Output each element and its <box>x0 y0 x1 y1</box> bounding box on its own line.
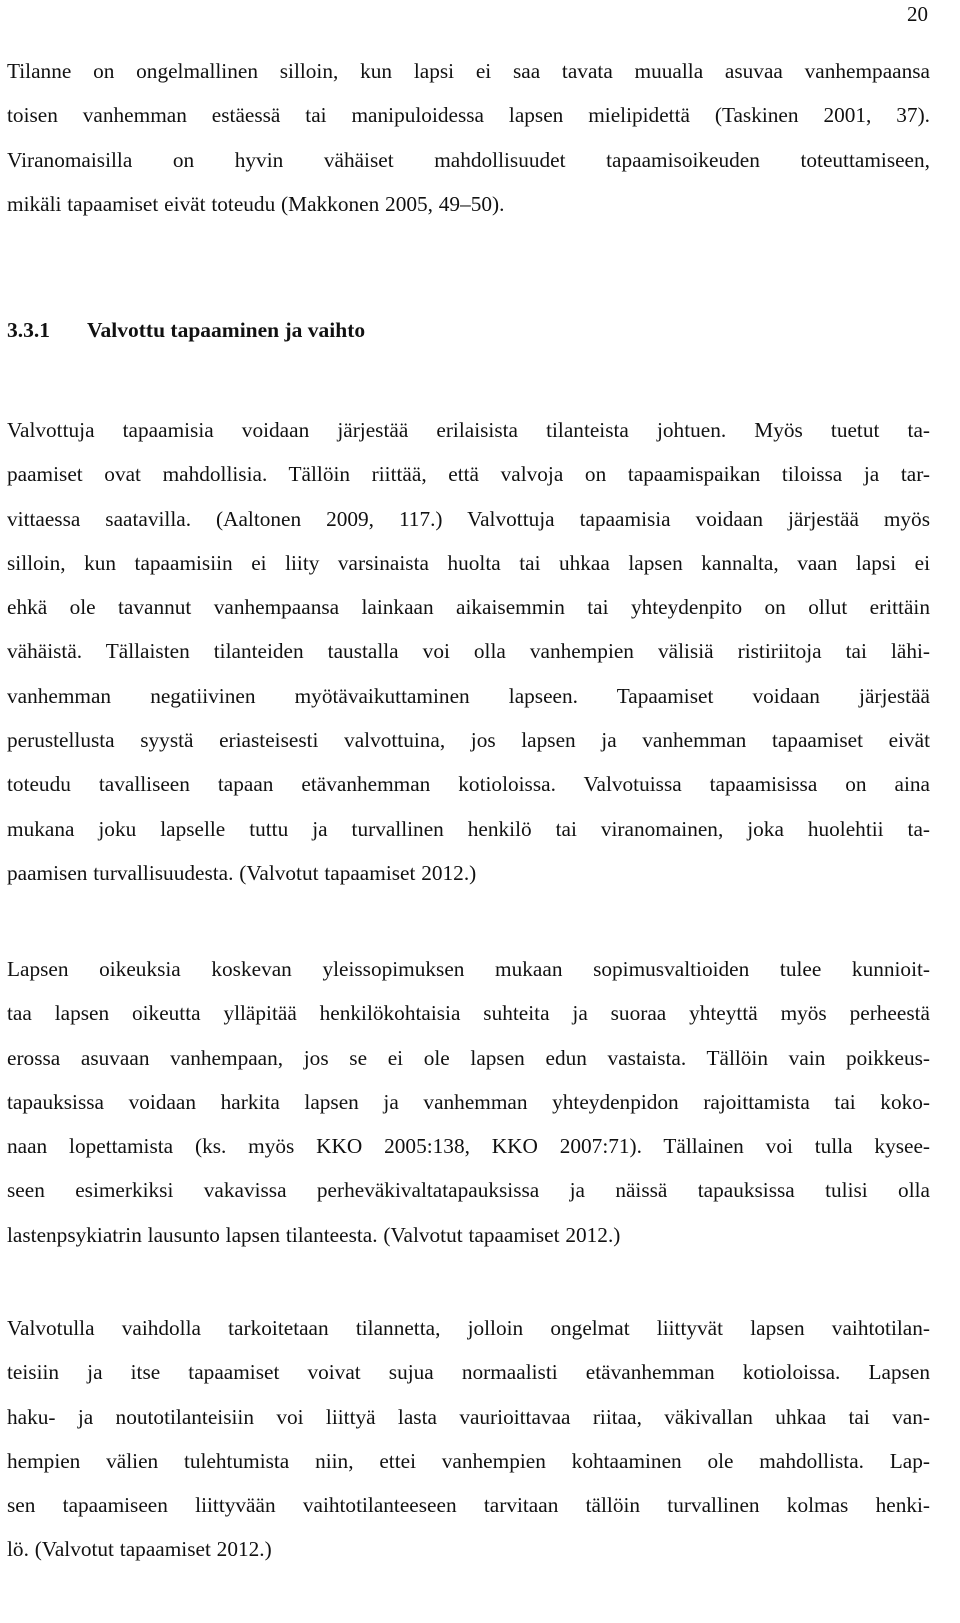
text-line: lö. (Valvotut tapaamiset 2012.) <box>7 1537 272 1562</box>
text-line: paamisen turvallisuudesta. (Valvotut tapaamiset 2012.) <box>7 860 477 885</box>
text-line: ehkä ole tavannut vanhempaansa lainkaan aikaisemmin tai yhteydenpito on ollut erittäin <box>7 595 930 620</box>
paragraph-intro <box>7 49 930 226</box>
page-number: 20 <box>907 2 928 26</box>
text-line: Valvottuja tapaamisia voidaan järjestää erilaisista tilanteista johtuen. Myös tuetut ta- <box>7 418 930 442</box>
section-heading <box>7 318 365 343</box>
text-line: taa lapsen oikeutta ylläpitää henkilökohtaisia suhteita ja suoraa yhteyttä myös perheestä <box>7 1001 930 1026</box>
text-line: teisiin ja itse tapaamiset voivat sujua normaalisti etävanhemman kotioloissa. Lapsen <box>7 1360 930 1385</box>
text-line: hempien välien tulehtumista niin, ettei vanhempien kohtaaminen ole mahdollista. Lap- <box>7 1448 930 1473</box>
section-number: 3.3.1 <box>7 318 50 342</box>
text-line: lastenpsykiatrin lausunto lapsen tilanteesta. (Valvotut tapaamiset 2012.) <box>7 1222 621 1247</box>
paragraph-supervised-exchange <box>7 1306 930 1572</box>
text-line: vittaessa saatavilla. (Aaltonen 2009, 117.) Valvottuja tapaamisia voidaan järjestää myös <box>7 506 930 531</box>
paragraph-supervised-meetings <box>7 408 930 895</box>
text-line: vanhemman negatiivinen myötävaikuttaminen lapseen. Tapaamiset voidaan järjestää <box>7 683 930 708</box>
text-line: erossa asuvaan vanhempaan, jos se ei ole lapsen edun vastaista. Tällöin vain poikkeus- <box>7 1045 930 1070</box>
text-line: mikäli tapaamiset eivät toteudu (Makkonen 2005, 49–50). <box>7 191 505 216</box>
text-line: haku- ja noutotilanteisiin voi liittyä lasta vaurioittavaa riitaa, väkivallan uhkaa tai van- <box>7 1404 930 1429</box>
text-line: Valvotulla vaihdolla tarkoitetaan tilannetta, jolloin ongelmat liittyvät lapsen vaihtotilan- <box>7 1316 930 1340</box>
text-line: vähäistä. Tällaisten tilanteiden taustalla voi olla vanhempien välisiä ristiriitoja tai lähi- <box>7 639 930 664</box>
text-line: silloin, kun tapaamisiin ei liity varsinaista huolta tai uhkaa lapsen kannalta, vaan lapsi ei <box>7 550 930 575</box>
paragraph-convention-rights <box>7 947 930 1257</box>
text-line: tapauksissa voidaan harkita lapsen ja vanhemman yhteydenpidon rajoittamista tai koko- <box>7 1089 930 1114</box>
text-line: paamiset ovat mahdollisia. Tällöin riittää, että valvoja on tapaamispaikan tiloissa ja tar- <box>7 462 930 487</box>
text-line: mukana joku lapselle tuttu ja turvallinen henkilö tai viranomainen, joka huolehtii ta- <box>7 816 930 841</box>
text-line: naan lopettamista (ks. myös KKO 2005:138, KKO 2007:71). Tällainen voi tulla kysee- <box>7 1134 930 1159</box>
section-title: Valvottu tapaaminen ja vaihto <box>87 318 366 342</box>
text-line: seen esimerkiksi vakavissa perheväkivaltatapauksissa ja näissä tapauksissa tulisi olla <box>7 1178 930 1203</box>
text-line: Lapsen oikeuksia koskevan yleissopimuksen mukaan sopimusvaltioiden tulee kunnioit- <box>7 957 930 981</box>
text-line: Viranomaisilla on hyvin vähäiset mahdollisuudet tapaamisoikeuden toteuttamiseen, <box>7 147 930 172</box>
text-line: toisen vanhemman estäessä tai manipuloidessa lapsen mielipidettä (Taskinen 2001, 37). <box>7 103 930 128</box>
text-line: sen tapaamiseen liittyvään vaihtotilanteeseen tarvitaan tällöin turvallinen kolmas henki- <box>7 1493 930 1518</box>
text-line: Tilanne on ongelmallinen silloin, kun lapsi ei saa tavata muualla asuvaa vanhempaansa <box>7 59 930 83</box>
text-line: perustellusta syystä eriasteisesti valvottuina, jos lapsen ja vanhemman tapaamiset eivät <box>7 728 930 753</box>
text-line: toteudu tavalliseen tapaan etävanhemman kotioloissa. Valvotuissa tapaamisissa on aina <box>7 772 930 797</box>
